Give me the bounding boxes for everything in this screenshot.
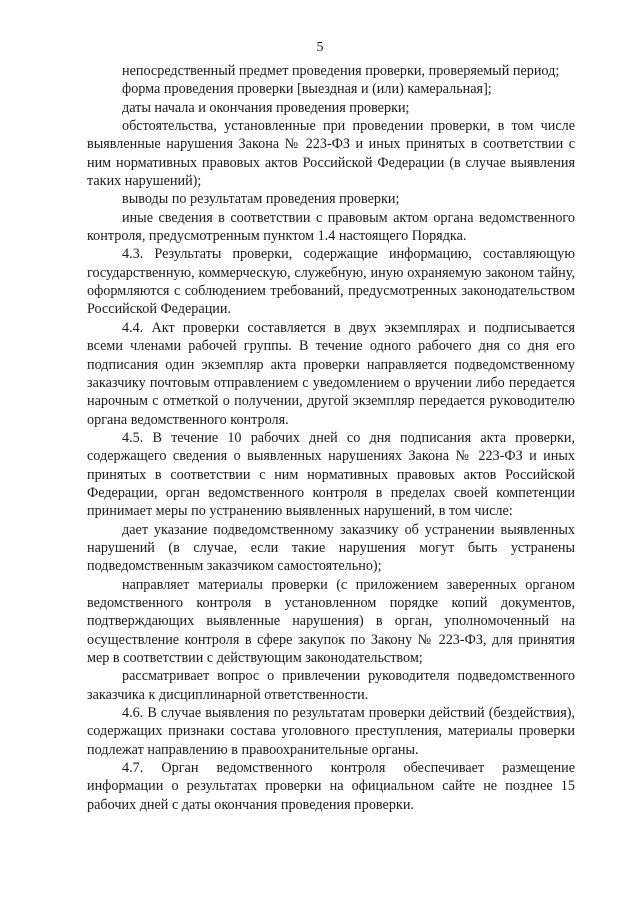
paragraph-4-5: 4.5. В течение 10 рабочих дней со дня подписания акта проверки, содержащего сведения о выявленных нарушениях Закона № 223-ФЗ и иных принятых в соответствии с ним нормативных правовых актов Российской Федерации, орган ведомственного контроля в пределах своей компетенции принимает меры по устранению выявленных нарушений, в том числе: [87, 429, 575, 520]
paragraph-inspection-dates: даты начала и окончания проведения проверки; [122, 99, 410, 116]
paragraph-instruction: дает указание подведомственному заказчику об устранении выявленных нарушений (в случае, если такие нарушения могут быть устранены подведомственным заказчиком самостоятельно); [87, 521, 575, 575]
paragraph-4-4: 4.4. Акт проверки составляется в двух экземплярах и подписывается всеми членами рабочей группы. В течение одного рабочего дня со дня его подписания один экземпляр акта проверки направляется подведомственному заказчику почтовым отправлением с уведомлением о вручении либо передается нарочным с отметкой о получении, другой экземпляр передается руководителю органа ведомственного контроля. [87, 319, 575, 428]
paragraph-inspection-form: форма проведения проверки [выездная и (или) камеральная]; [122, 81, 492, 98]
paragraph-conclusions: выводы по результатам проведения проверки; [122, 191, 400, 208]
page-number: 5 [316, 40, 324, 55]
paragraph-other-info: иные сведения в соответствии с правовым актом органа ведомственного контроля, предусмотренным пунктом 1.4 настоящего Порядка. [87, 209, 575, 245]
paragraph-disciplinary: рассматривает вопрос о привлечении руководителя подведомственного заказчика к дисциплинарной ответственности. [87, 668, 575, 703]
paragraph-subject-period: непосредственный предмет проведения проверки, проверяемый период; [122, 63, 560, 79]
paragraph-4-3: 4.3. Результаты проверки, содержащие информацию, составляющую государственную, коммерческую, служебную, иную охраняемую законом тайну, оформляются с соблюдением требований, предусмотренных законодательством Российской Федерации. [87, 246, 575, 318]
paragraph-4-6: 4.6. В случае выявления по результатам проверки действий (бездействия), содержащих признаки состава уголовного преступления, материалы проверки подлежат направлению в правоохранительные органы. [87, 705, 575, 758]
paragraph-4-7: 4.7. Орган ведомственного контроля обеспечивает размещение информации о результатах проверки на официальном сайте не позднее 15 рабочих дней с даты окончания проведения проверки. [87, 760, 575, 813]
document-body [87, 62, 575, 814]
paragraph-circumstances: обстоятельства, установленные при проведении проверки, в том числе выявленные нарушения Закона № 223-ФЗ и иных принятых в соответствии с ним нормативных правовых актов Российской Федерации (в случае выявления таких нарушений); [87, 118, 575, 190]
paragraph-send-materials: направляет материалы проверки (с приложением заверенных органом ведомственного контроля в установленном порядке копий документов, подтверждающих выявленные нарушения) в орган, уполномоченный на осуществление контроля в сфере закупок по Закону № 223-ФЗ, для принятия мер в соответствии с действующим законодательством; [87, 576, 575, 666]
